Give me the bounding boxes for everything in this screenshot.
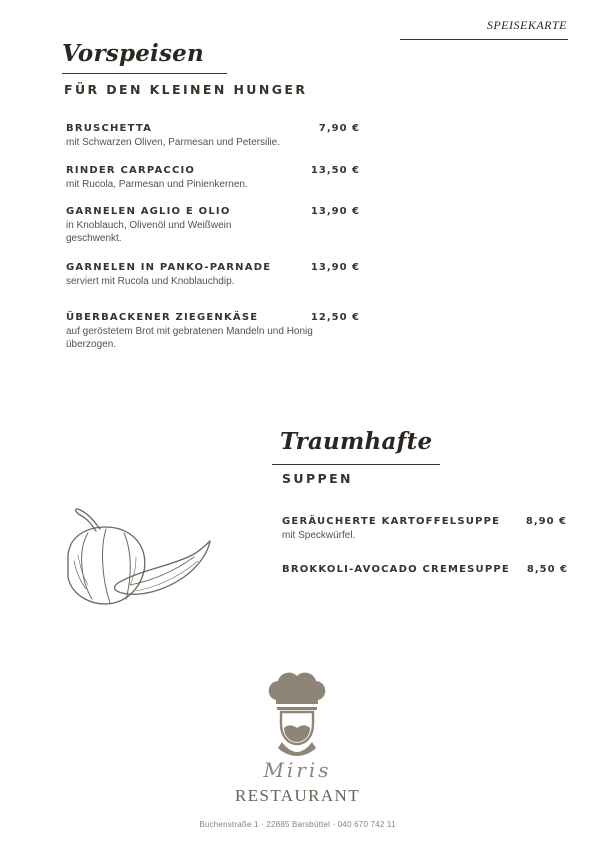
menu-item <box>282 516 567 542</box>
menu-item <box>66 165 366 191</box>
item-name: RINDER CARPACCIO <box>66 165 196 176</box>
item-name: GARNELEN IN PANKO-PARNADE <box>66 262 272 273</box>
menu-item <box>66 206 366 245</box>
starters-subtitle: FÜR DEN KLEINEN HUNGER <box>64 82 308 97</box>
item-price: 13,90 € <box>310 262 360 273</box>
menu-item <box>282 564 568 575</box>
brand-name: RESTAURANT <box>234 786 361 805</box>
soups-title-rule <box>272 464 440 465</box>
brand-script: Miris <box>263 758 332 782</box>
item-name: BRUSCHETTA <box>66 123 153 134</box>
item-price: 12,50 € <box>310 312 360 323</box>
menu-item <box>66 312 366 351</box>
item-description: serviert mit Rucola und Knoblauchdip. <box>66 276 235 287</box>
starters-title-rule <box>62 73 227 74</box>
item-name: GARNELEN AGLIO E OLIO <box>66 206 231 217</box>
item-name: ÜBERBACKENER ZIEGENKÄSE <box>66 312 259 323</box>
footer-address: Buchenstraße 1 · 22885 Barsbüttel · 040 670 742 11 <box>199 820 396 829</box>
menu-item <box>66 262 366 288</box>
soups-subtitle: SUPPEN <box>282 471 353 486</box>
soups-title: Traumhafte <box>280 428 433 455</box>
item-description: mit Schwarzen Oliven, Parmesan und Petersilie. <box>66 137 280 148</box>
item-name: BROKKOLI-AVOCADO CREMESUPPE <box>282 564 510 575</box>
garlic-icon <box>48 505 213 610</box>
item-description: mit Speckwürfel. <box>282 530 356 541</box>
item-price: 8,90 € <box>525 516 567 527</box>
header-rule <box>400 39 568 40</box>
item-description: in Knoblauch, Olivenöl und Weißwein geschwenkt. <box>66 220 232 244</box>
item-price: 13,50 € <box>310 165 360 176</box>
item-price: 13,90 € <box>310 206 360 217</box>
item-name: GERÄUCHERTE KARTOFFELSUPPE <box>282 516 501 527</box>
page-label: SPEISEKARTE <box>486 18 567 32</box>
item-price: 8,50 € <box>526 564 568 575</box>
starters-title: Vorspeisen <box>62 40 204 67</box>
menu-item <box>66 123 366 149</box>
chef-icon <box>262 668 332 756</box>
item-description: auf geröstetem Brot mit gebratenen Mandeln und Honig überzogen. <box>66 326 313 350</box>
item-price: 7,90 € <box>318 123 360 134</box>
item-description: mit Rucola, Parmesan und Pinienkernen. <box>66 179 248 190</box>
